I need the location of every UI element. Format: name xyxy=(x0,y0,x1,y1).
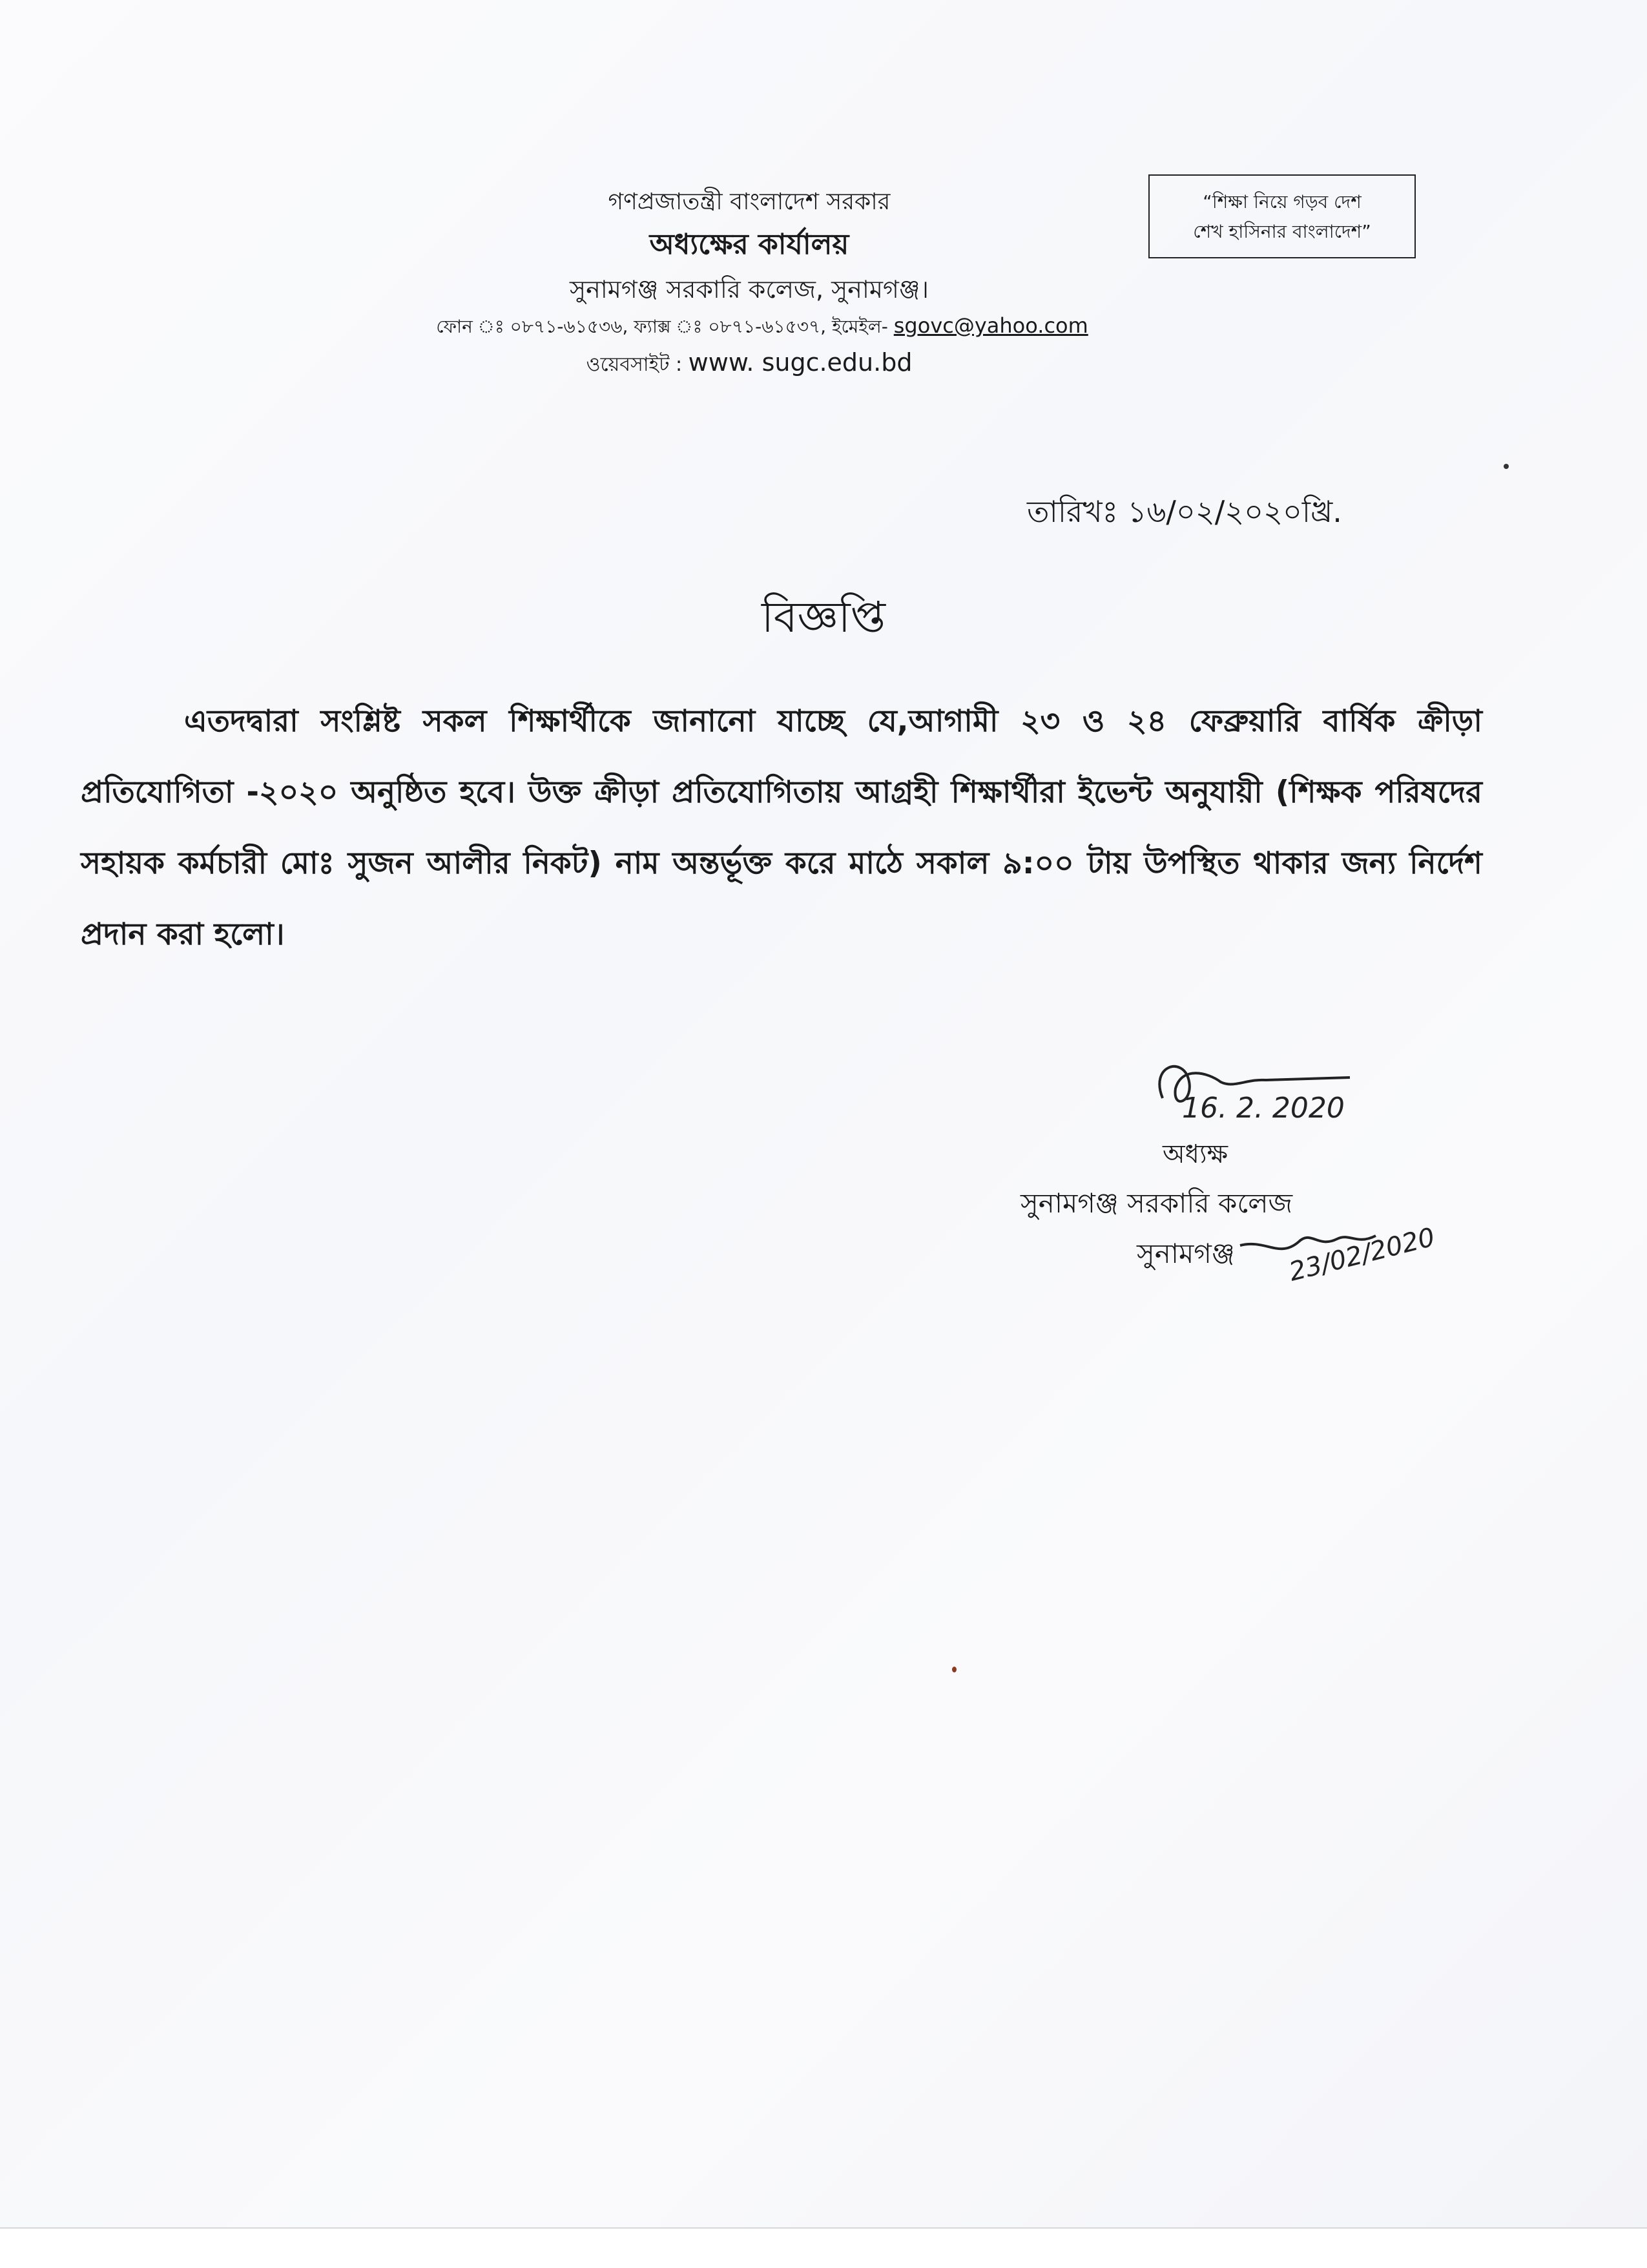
notice-body: এতদদ্বারা সংশ্লিষ্ট সকল শিক্ষার্থীকে জানানো যাচ্ছে যে,আগামী ২৩ ও ২৪ ফেব্রুয়ারি বার্ষিক ক্রীড়া প্রতিযোগিতা -২০২০ অনুষ্ঠিত হবে। উক্ত ক্রীড়া প্রতিযোগিতায় আগ্রহী শিক্ষার্থীরা ইভেন্ট অনুযায়ী (শিক্ষক পরিষদের সহায়ক কর্মচারী মোঃ সুজন আলীর নিকট) নাম অন্তর্ভূক্ত করে মাঠে সকাল ৯:০০ টায় উপস্থিত থাকার জন্য নির্দেশ প্রদান করা হলো। xyxy=(81,703,1482,952)
notice-title: বিজ্ঞপ্তি xyxy=(761,592,886,642)
email-address: sgovc@yahoo.com xyxy=(893,313,1088,338)
signature-block xyxy=(1001,1053,1518,1324)
letterhead xyxy=(362,184,1137,384)
contact-info xyxy=(362,309,1137,343)
contact-prefix: ফোন ঃ ০৮৭১-৬১৫৩৬, ফ্যাক্স ঃ ০৮৭১-৬১৫৩৭, ইমেইল- xyxy=(436,316,894,337)
signature-scribble xyxy=(1137,1053,1356,1124)
signature-date: 16. 2. 2020 xyxy=(1182,1092,1345,1124)
paper-speck xyxy=(1504,464,1509,469)
office-title: অধ্যক্ষের কার্যালয় xyxy=(649,228,849,261)
slogan-line-2: শেখ হাসিনার বাংলাদেশ” xyxy=(1193,221,1371,242)
scan-bottom-edge xyxy=(0,2227,1647,2268)
slogan-box xyxy=(1148,174,1416,258)
government-name: গণপ্রজাতন্ত্রী বাংলাদেশ সরকার xyxy=(608,189,891,215)
slogan-line-1: “শিক্ষা নিয়ে গড়ব দেশ xyxy=(1203,191,1362,213)
signatory-place: সুনামগঞ্জ xyxy=(1137,1238,1235,1269)
second-signature-date: 23/02/2020 xyxy=(1286,1222,1438,1287)
website-url: www. sugc.edu.bd xyxy=(688,348,913,377)
paper-speck xyxy=(952,1667,957,1672)
college-address: সুনামগঞ্জ সরকারি কলেজ, সুনামগঞ্জ। xyxy=(569,275,929,304)
website-info xyxy=(362,343,1137,384)
notice-date: তারিখঃ ১৬/০২/২০২০খ্রি. xyxy=(1027,494,1342,529)
signatory-college: সুনামগঞ্জ সরকারি কলেজ xyxy=(1020,1187,1293,1219)
website-label: ওয়েবসাইট : xyxy=(586,353,689,376)
second-signature-scribble xyxy=(1221,1220,1453,1304)
signatory-designation: অধ্যক্ষ xyxy=(1163,1139,1228,1169)
